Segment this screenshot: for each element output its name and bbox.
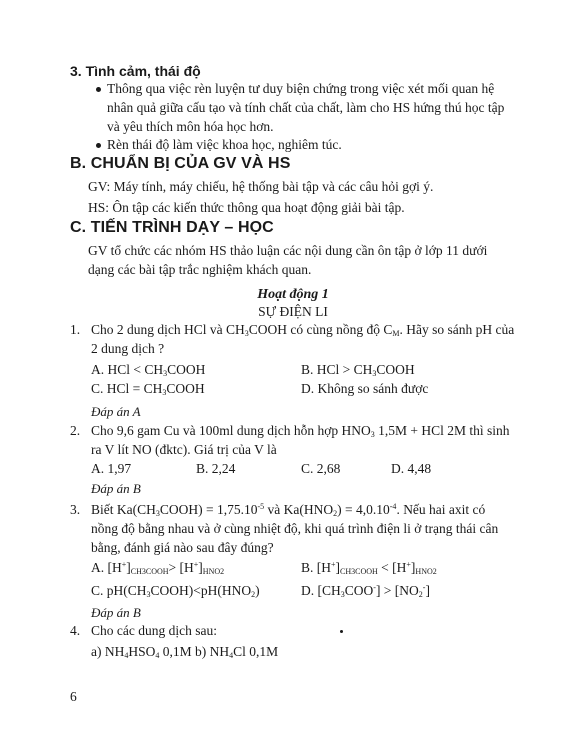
section-c-heading: C. TIẾN TRÌNH DẠY – HỌC [70, 219, 274, 236]
q2-option-a: A. 1,97 [91, 461, 132, 476]
section-c-para-line1: GV tổ chức các nhóm HS thảo luận các nội dung cần ôn tập ở lớp 11 dưới [88, 243, 488, 258]
q1-option-b: B. HCl > $CH_3COOH$ [301, 362, 415, 378]
q1-option-a: A. HCl < $CH_3COOH$ [91, 362, 206, 378]
q1-number: 1. [70, 322, 81, 337]
s3-bullet1-line1: Thông qua việc rèn luyện tư duy biện chứng trong việc xét mối quan hệ [107, 81, 495, 96]
activity-subtitle: SỰ ĐIỆN LI [258, 304, 328, 319]
s3-bullet1-line3: và yêu thích môn hóa học hơn. [107, 119, 274, 134]
q3-line3: bằng, đánh giá nào sau đây đúng? [91, 540, 274, 555]
q1-line2: 2 dung dịch ? [91, 341, 165, 356]
q3-option-a: A. $[H^+]_{CH3COOH}> [H^+]_{HNO2}$ [91, 560, 225, 576]
q4-line2: a) $NH_4HSO_4$ 0,1M b) $NH_4Cl$ 0,1M [91, 644, 279, 660]
q3-option-c: C. $pH(CH_3COOH)<pH(HNO_2)$ [91, 583, 260, 599]
q3-number: 3. [70, 502, 81, 517]
q2-option-b: B. 2,24 [196, 461, 236, 476]
q2-answer: Đáp án B [91, 481, 141, 496]
q3-option-b: B. $[H^+]_{CH3COOH} < [H^+]_{HNO2}$ [301, 560, 437, 576]
bullet-icon [96, 87, 101, 92]
q1-option-c: C. HCl = $CH_3COOH$ [91, 381, 205, 397]
q4-line1: Cho các dung dịch sau: [91, 623, 217, 638]
q2-option-c: C. 2,68 [301, 461, 341, 476]
q2-number: 2. [70, 423, 81, 438]
q1-option-d: D. Không so sánh được [301, 381, 429, 396]
section-b-heading: B. CHUẨN BỊ CỦA GV VÀ HS [70, 155, 291, 172]
page-number: 6 [70, 689, 77, 704]
section-3-heading: 3. Tình cảm, thái độ [70, 63, 201, 79]
q1-line1: Cho 2 dung dịch HCl và $CH_3COOH$ có cùng nồng độ $C_M$. Hãy so sánh pH của [91, 322, 515, 338]
bullet-icon [96, 143, 101, 148]
activity-title: Hoạt động 1 [257, 287, 329, 302]
hs-line: HS: Ôn tập các kiến thức thông qua hoạt động giải bài tập. [88, 200, 405, 215]
q3-answer: Đáp án B [91, 605, 141, 620]
section-c-para-line2: dạng các bài tập trắc nghiệm khách quan. [88, 262, 312, 277]
q2-line1: Cho 9,6 gam Cu và 100ml dung dịch hỗn hợp $HNO_3$ 1,5M + HCl 2M thì sinh [91, 423, 510, 439]
s3-bullet2: Rèn thái độ làm việc khoa học, nghiêm túc. [107, 137, 342, 152]
q2-line2: ra V lít NO (đktc). Giá trị của V là [91, 442, 277, 457]
q2-option-d: D. 4,48 [391, 461, 432, 476]
gv-line: GV: Máy tính, máy chiếu, hệ thống bài tập và các câu hỏi gợi ý. [88, 179, 434, 194]
s3-bullet1-line2: nhân quả giữa cấu tạo và tính chất của chất, làm cho HS hứng thú học tập [107, 100, 505, 115]
q3-option-d: D. $[CH_3COO^-] > [NO_2^-]$ [301, 583, 430, 599]
ink-dot [340, 630, 343, 633]
q1-answer: Đáp án A [91, 404, 141, 419]
q3-line2: nồng độ bằng nhau và ở cùng nhiệt độ, khi quá trình điện li ở trạng thái cân [91, 521, 499, 536]
q3-line1: Biết $Ka(CH_3COOH) = 1,75.10^{-5}$ và $Ka(HNO_2) = 4,0.10^{-4}$. Nếu hai axit có [91, 502, 486, 518]
q4-number: 4. [70, 623, 81, 638]
